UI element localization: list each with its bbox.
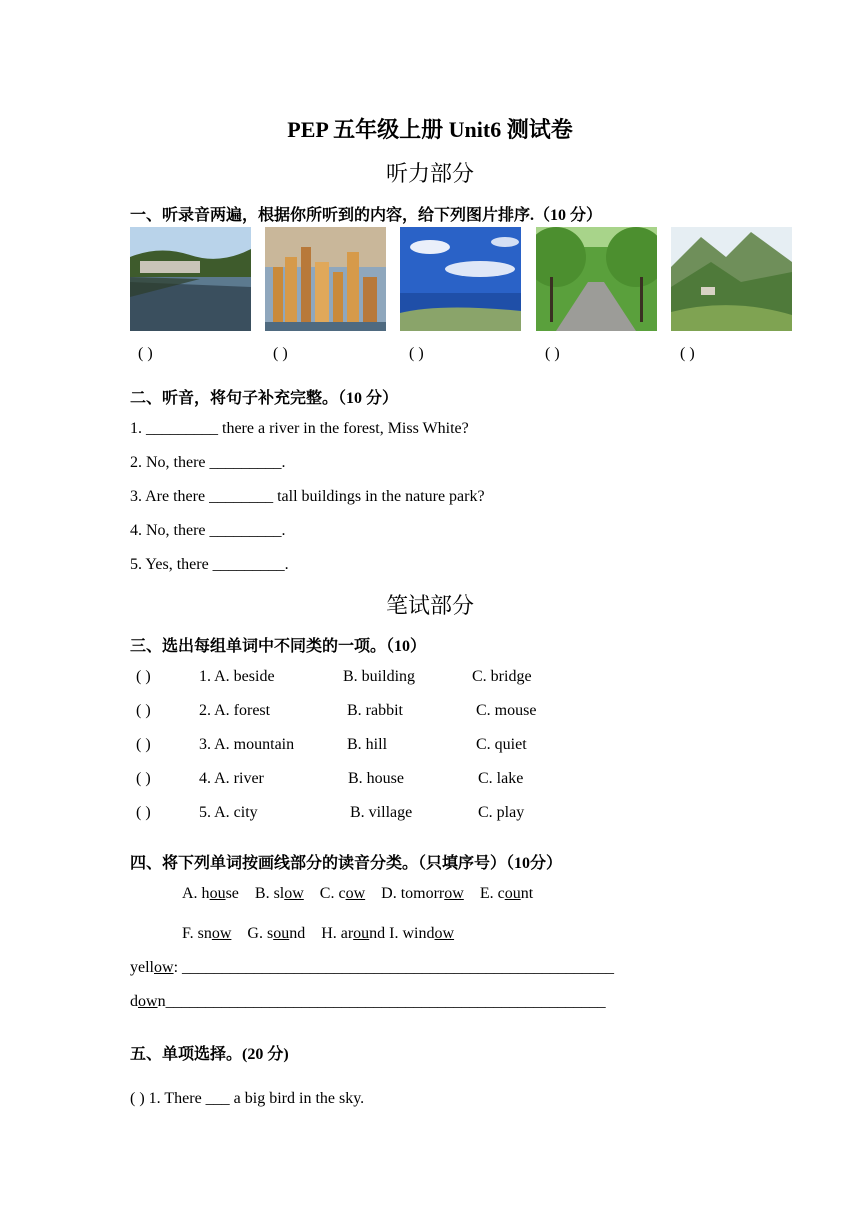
option-b: B. house bbox=[348, 770, 404, 787]
option-a: 4. A. river bbox=[199, 770, 264, 787]
river-town-photo bbox=[130, 227, 251, 331]
sentence-line: 1. _________ there a river in the forest, Miss White? bbox=[130, 420, 469, 437]
word-option: B. slow bbox=[254, 885, 304, 902]
word-option: F. snow bbox=[182, 925, 232, 942]
word-option: G. sound bbox=[247, 925, 306, 942]
row-paren: ( ) bbox=[136, 668, 151, 685]
answer-blank-3: ( ) bbox=[409, 345, 424, 362]
mountain-village-photo bbox=[671, 227, 792, 331]
tree-lined-road-photo bbox=[536, 227, 657, 331]
word-option: H. around bbox=[321, 925, 386, 942]
word-option: C. cow bbox=[319, 885, 366, 902]
option-b: B. building bbox=[343, 668, 416, 685]
option-c: C. bridge bbox=[472, 668, 532, 685]
option-c: C. play bbox=[478, 804, 525, 821]
sentence-line: 4. No, there _________. bbox=[130, 522, 286, 539]
sentence-line: 5. Yes, there _________. bbox=[130, 556, 289, 573]
option-a: 3. A. mountain bbox=[199, 736, 295, 753]
option-a: 2. A. forest bbox=[199, 702, 271, 719]
word-options-row2 bbox=[182, 925, 454, 943]
row-paren: ( ) bbox=[136, 736, 151, 753]
section1-heading: 一、听录音两遍，根据你所听到的内容，给下列图片排序.（10 分） bbox=[130, 207, 603, 224]
sentence-line: 2. No, there _________. bbox=[130, 454, 286, 471]
row-paren: ( ) bbox=[136, 770, 151, 787]
yellow-answer-line: yellow: ______________________________________________________ bbox=[130, 959, 615, 976]
down-answer-line: down_______________________________________________________ bbox=[130, 993, 606, 1010]
word-options-row1 bbox=[182, 885, 533, 903]
word-option: I. window bbox=[389, 925, 455, 942]
word-option: D. tomorrow bbox=[381, 885, 464, 902]
option-a: 5. A. city bbox=[199, 804, 258, 821]
sentence-line: 3. Are there ________ tall buildings in the nature park? bbox=[130, 488, 485, 505]
city-skyscrapers-photo bbox=[265, 227, 386, 331]
option-a: 1. A. beside bbox=[199, 668, 275, 685]
section3-heading: 三、选出每组单词中不同类的一项。（10） bbox=[130, 638, 427, 655]
question-line: ( ) 1. There ___ a big bird in the sky. bbox=[130, 1090, 365, 1107]
option-b: B. village bbox=[350, 804, 413, 821]
page-title: PEP 五年级上册 Unit6 测试卷 bbox=[287, 117, 573, 142]
answer-blank-1: ( ) bbox=[138, 345, 153, 362]
option-b: B. hill bbox=[347, 736, 388, 753]
writing-heading: 笔试部分 bbox=[385, 593, 474, 618]
section5-heading: 五、单项选择。(20 分) bbox=[130, 1046, 289, 1063]
word-option: A. house bbox=[182, 885, 239, 902]
section4-heading: 四、将下列单词按画线部分的读音分类。（只填序号）（10分） bbox=[130, 855, 563, 872]
row-paren: ( ) bbox=[136, 804, 151, 821]
option-c: C. mouse bbox=[476, 702, 537, 719]
lake-sky-photo bbox=[400, 227, 521, 331]
section2-heading: 二、听音，将句子补充完整。（10 分） bbox=[130, 390, 399, 407]
option-c: C. quiet bbox=[476, 736, 527, 753]
listening-heading: 听力部分 bbox=[385, 161, 474, 186]
option-c: C. lake bbox=[478, 770, 524, 787]
answer-blank-4: ( ) bbox=[545, 345, 560, 362]
word-option: E. count bbox=[479, 885, 534, 902]
answer-blank-5: ( ) bbox=[680, 345, 695, 362]
option-b: B. rabbit bbox=[347, 702, 403, 719]
row-paren: ( ) bbox=[136, 702, 151, 719]
answer-blank-2: ( ) bbox=[273, 345, 288, 362]
